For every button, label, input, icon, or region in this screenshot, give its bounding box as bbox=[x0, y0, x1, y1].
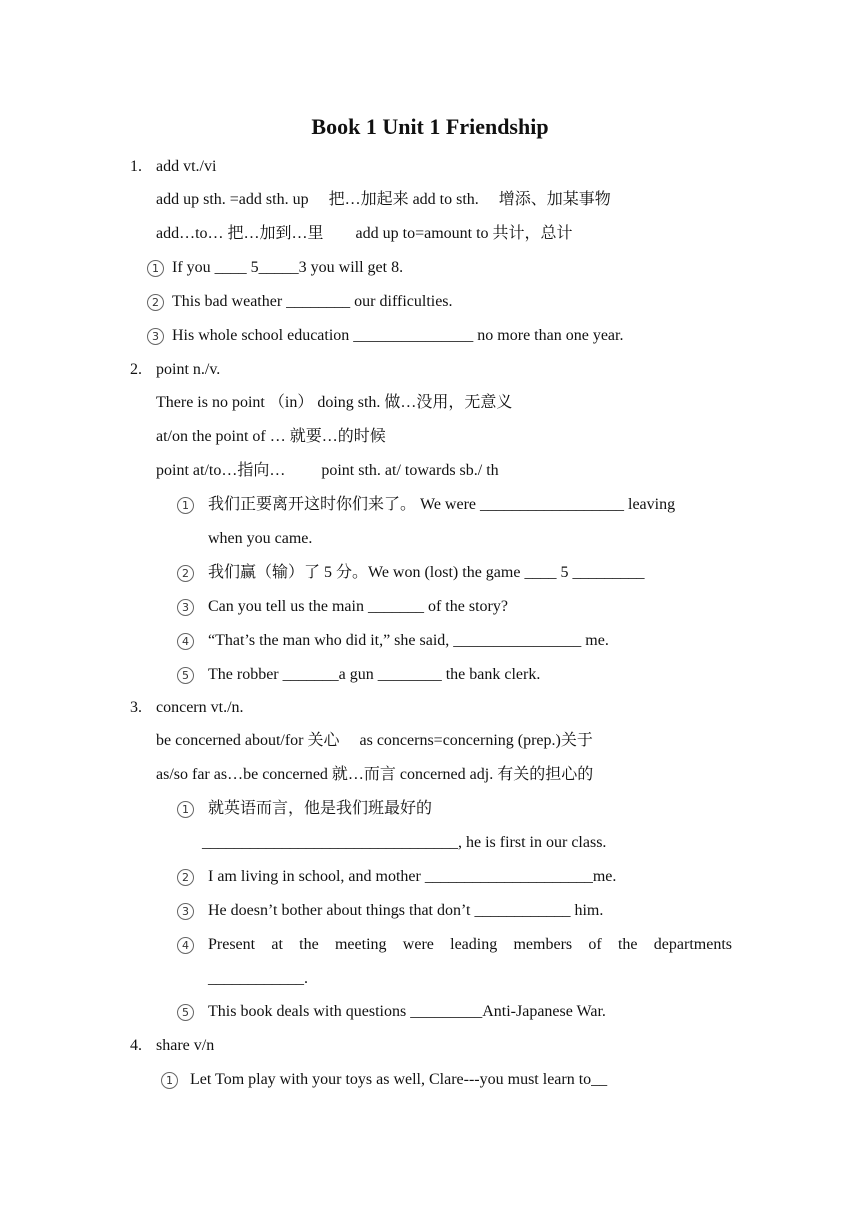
section-heading: add vt./vi bbox=[156, 158, 217, 175]
page-title: Book 1 Unit 1 Friendship bbox=[311, 114, 549, 139]
note-line: point at/to…指向… point sth. at/ towards sb./ th bbox=[156, 462, 499, 479]
exercise-text: I am living in school, and mother _____________________me. bbox=[208, 868, 617, 885]
exercise-text-continued: ____________. bbox=[208, 970, 308, 987]
circled-number-marker: 1 bbox=[161, 1072, 178, 1089]
section-heading: share v/n bbox=[156, 1037, 215, 1054]
note-line: add up sth. =add sth. up 把…加起来 add to sth. 增添、加某事物 bbox=[156, 191, 611, 208]
section-number: 1. bbox=[130, 158, 142, 175]
circled-number-marker: 3 bbox=[177, 903, 194, 920]
section-heading: point n./v. bbox=[156, 361, 221, 378]
note-line: as/so far as…be concerned 就…而言 concerned adj. 有关的担心的 bbox=[156, 766, 594, 783]
note-line: There is no point （in） doing sth. 做…没用，无意义 bbox=[156, 394, 513, 411]
circled-number-marker: 1 bbox=[147, 260, 164, 277]
section-number: 3. bbox=[130, 699, 142, 716]
circled-number-marker: 2 bbox=[177, 869, 194, 886]
circled-number-marker: 4 bbox=[177, 633, 194, 650]
exercise-text: Can you tell us the main _______ of the story? bbox=[208, 598, 508, 615]
section-heading: concern vt./n. bbox=[156, 699, 244, 716]
circled-number-marker: 5 bbox=[177, 667, 194, 684]
exercise-text: 我们赢（输）了 5 分。We won (lost) the game ____ 5 _________ bbox=[208, 564, 645, 581]
exercise-text: This bad weather ________ our difficulties. bbox=[172, 293, 453, 310]
note-line: be concerned about/for 关心 as concerns=concerning (prep.)关于 bbox=[156, 732, 593, 749]
exercise-text: Present at the meeting were leading members of the departments bbox=[208, 936, 732, 953]
circled-number-marker: 1 bbox=[177, 497, 194, 514]
exercise-text-continued: ________________________________, he is first in our class. bbox=[202, 834, 607, 851]
exercise-text: Let Tom play with your toys as well, Clare---you must learn to__ bbox=[190, 1071, 608, 1088]
circled-number-marker: 2 bbox=[147, 294, 164, 311]
circled-number-marker: 3 bbox=[177, 599, 194, 616]
section-number: 2. bbox=[130, 361, 142, 378]
note-line: add…to… 把…加到…里 add up to=amount to 共计，总计 bbox=[156, 225, 573, 242]
exercise-text: 我们正要离开这时你们来了。 We were __________________ leaving bbox=[208, 496, 676, 513]
circled-number-marker: 3 bbox=[147, 328, 164, 345]
exercise-text-continued: when you came. bbox=[208, 530, 313, 547]
exercise-text: If you ____ 5_____3 you will get 8. bbox=[172, 259, 404, 276]
note-line: at/on the point of … 就要…的时候 bbox=[156, 428, 386, 445]
exercise-text: His whole school education _______________ no more than one year. bbox=[172, 327, 624, 344]
exercise-text: The robber _______a gun ________ the bank clerk. bbox=[208, 666, 541, 683]
exercise-text: He doesn’t bother about things that don’t ____________ him. bbox=[208, 902, 604, 919]
circled-number-marker: 4 bbox=[177, 937, 194, 954]
exercise-text: This book deals with questions _________Anti-Japanese War. bbox=[208, 1003, 606, 1020]
section-number: 4. bbox=[130, 1037, 142, 1054]
circled-number-marker: 2 bbox=[177, 565, 194, 582]
circled-number-marker: 1 bbox=[177, 801, 194, 818]
circled-number-marker: 5 bbox=[177, 1004, 194, 1021]
exercise-text: 就英语而言，他是我们班最好的 bbox=[208, 800, 433, 817]
exercise-text: “That’s the man who did it,” she said, ________________ me. bbox=[208, 632, 609, 649]
